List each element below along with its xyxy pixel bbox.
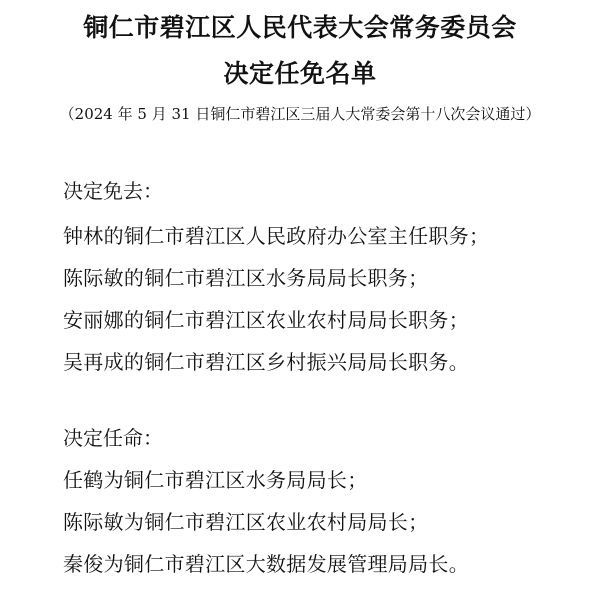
appointment-item: 任鹤为铜仁市碧江区水务局局长； — [63, 468, 368, 492]
appointment-heading: 决定任命： — [63, 426, 163, 450]
appointment-item: 陈际敏为铜仁市碧江区农业农村局局长； — [63, 510, 429, 534]
document-title-line-2: 决定任免名单 — [223, 59, 377, 88]
appointment-item: 秦俊为铜仁市碧江区大数据发展管理局局长。 — [63, 552, 469, 576]
removal-item: 陈际敏的铜仁市碧江区水务局局长职务； — [63, 266, 429, 290]
removal-item: 安丽娜的铜仁市碧江区农业农村局局长职务； — [63, 308, 469, 332]
document-title-line-1: 铜仁市碧江区人民代表大会常务委员会 — [83, 13, 517, 42]
removal-item: 钟林的铜仁市碧江区人民政府办公室主任职务； — [63, 224, 490, 248]
removal-item: 吴再成的铜仁市碧江区乡村振兴局局长职务。 — [63, 350, 469, 374]
removal-heading: 决定免去： — [63, 179, 163, 203]
document-subtitle: （2024 年 5 月 31 日铜仁市碧江区三届人大常委会第十八次会议通过） — [59, 105, 541, 123]
